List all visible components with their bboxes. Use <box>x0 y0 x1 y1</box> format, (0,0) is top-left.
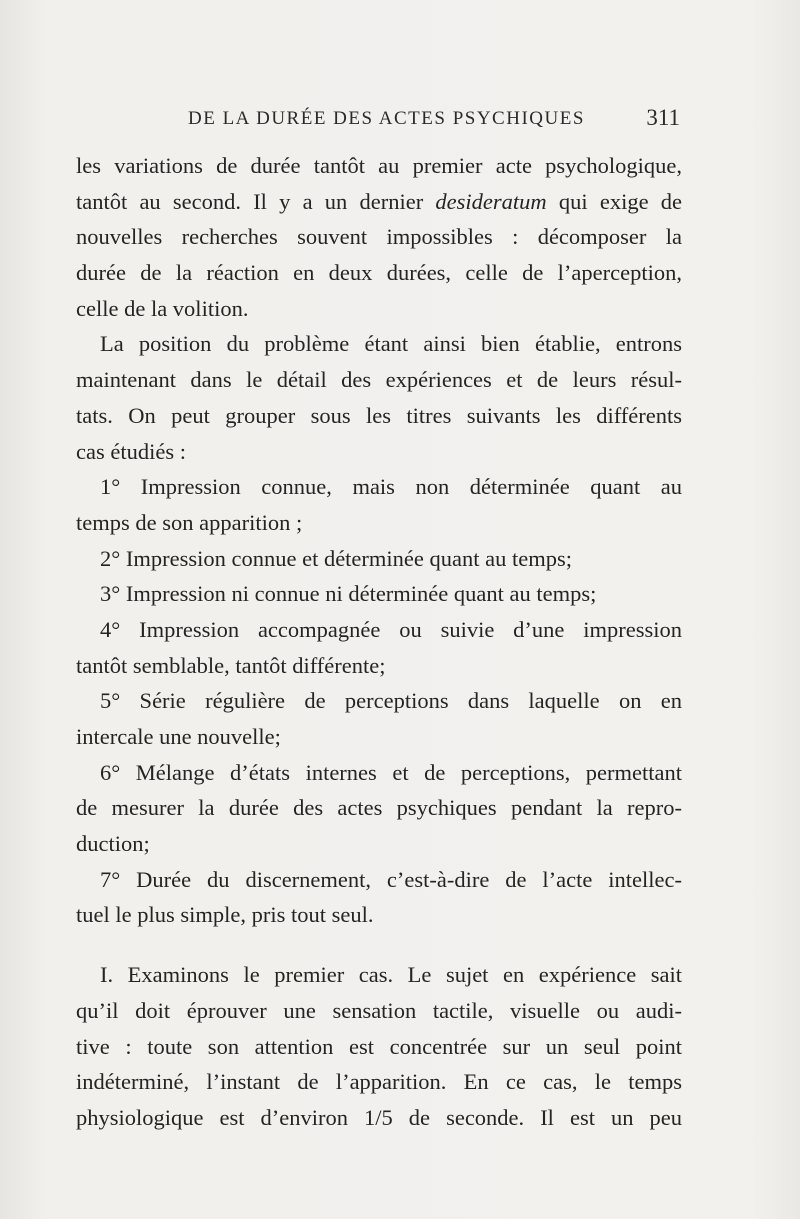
text-line: indéterminé, l’instant de l’apparition. En ce cas, le temps <box>76 1069 682 1095</box>
list-item: 7° Durée du discernement, c’est-à-dire de l’acte intellec- <box>100 866 682 892</box>
text-line: celle de la volition. <box>76 295 249 321</box>
running-head: DE LA DURÉE DES ACTES PSYCHIQUES <box>188 108 585 129</box>
text-line: tive : toute son attention est concentrée sur un seul point <box>76 1033 682 1059</box>
text-line: les variations de durée tantôt au premier acte psychologique, <box>76 153 682 178</box>
page-number: 311 <box>646 105 680 130</box>
list-item-continuation: duction; <box>76 831 150 857</box>
text-line: tats. On peut grouper sous les titres suivants les différents <box>76 402 682 428</box>
list-item: 2° Impression connue et déterminée quant au temps; <box>100 545 572 571</box>
text-line: cas étudiés : <box>76 438 186 464</box>
paragraph-problem <box>76 326 682 469</box>
case-list <box>76 469 682 933</box>
section-gap <box>76 933 682 957</box>
text-line: nouvelles recherches souvent impossibles : décomposer la <box>76 224 682 250</box>
text-line: La position du problème étant ainsi bien établie, entrons <box>100 331 682 357</box>
paragraph-first-case <box>76 957 682 1135</box>
list-item: 6° Mélange d’états internes et de perceptions, permettant <box>100 759 682 785</box>
text-line <box>76 184 682 220</box>
list-item: 4° Impression accompagnée ou suivie d’une impression <box>100 616 682 642</box>
text-line: qu’il doit éprouver une sensation tactile, visuelle ou audi- <box>76 997 682 1023</box>
body-text <box>76 148 682 1136</box>
text-line: I. Examinons le premier cas. Le sujet en expérience sait <box>100 962 682 988</box>
list-item: 3° Impression ni connue ni déterminée quant au temps; <box>100 581 597 607</box>
text-span: tantôt au second. Il y a un dernier <box>76 188 436 214</box>
list-item-continuation: de mesurer la durée des actes psychiques pendant la repro- <box>76 795 682 821</box>
text-line: physiologique est d’environ 1/5 de seconde. Il est un peu <box>76 1104 682 1130</box>
list-item: 5° Série régulière de perceptions dans laquelle on en <box>100 688 682 714</box>
text-line: durée de la réaction en deux durées, celle de l’aperception, <box>76 260 682 286</box>
italic-term: desideratum <box>435 188 547 214</box>
list-item-continuation: temps de son apparition ; <box>76 509 303 535</box>
text-line: maintenant dans le détail des expériences et de leurs résul- <box>76 367 682 393</box>
list-item: 1° Impression connue, mais non déterminée quant au <box>100 474 682 500</box>
text-span: qui exige de <box>546 188 682 214</box>
list-item-continuation: tantôt semblable, tantôt différente; <box>76 652 386 678</box>
page-header <box>188 105 680 138</box>
list-item-continuation: tuel le plus simple, pris tout seul. <box>76 902 374 928</box>
paragraph-continuation <box>76 148 682 326</box>
list-item-continuation: intercale une nouvelle; <box>76 724 281 749</box>
